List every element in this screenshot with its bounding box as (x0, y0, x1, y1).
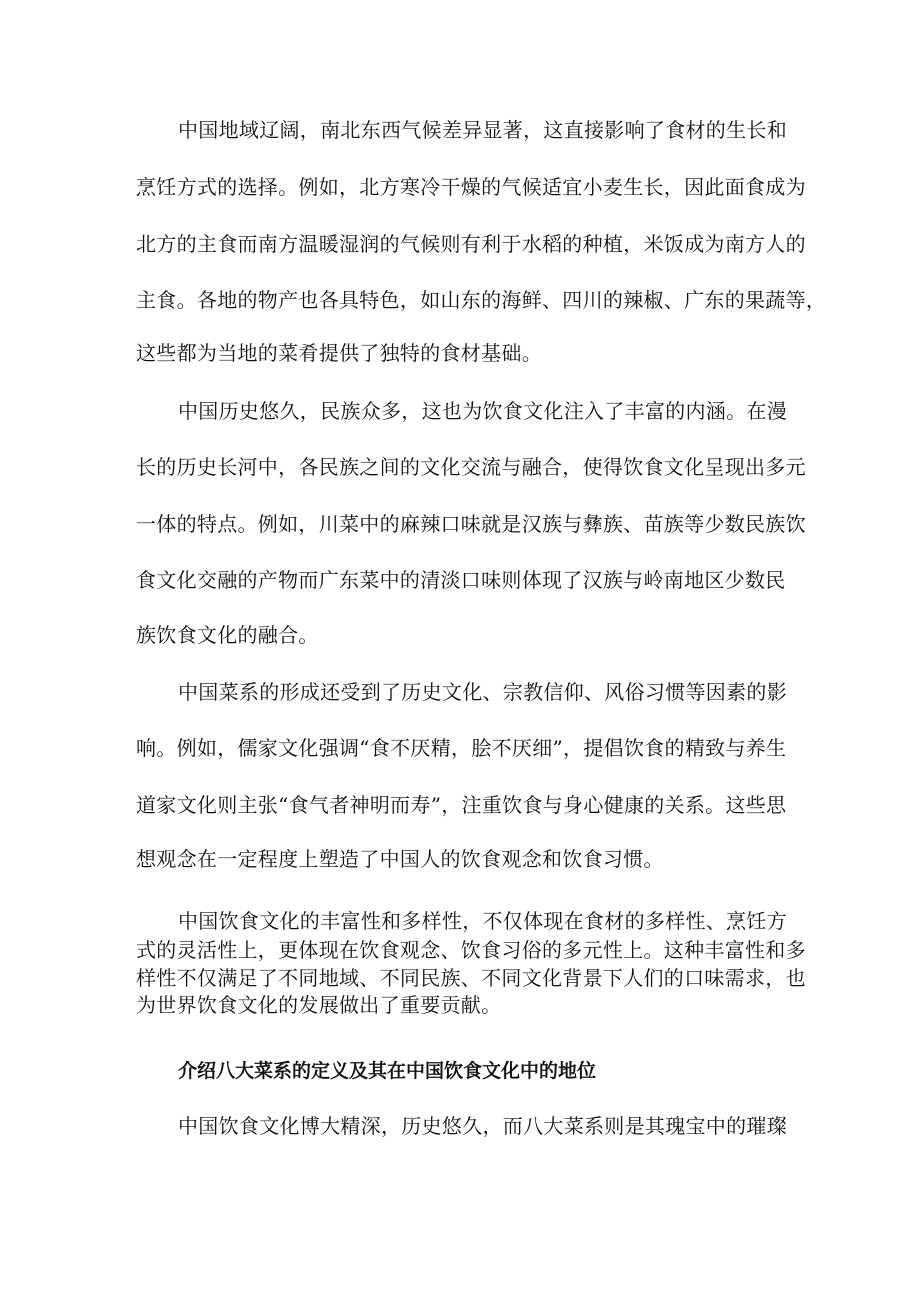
paragraph-line: 族饮食文化的融合。 (136, 623, 319, 647)
paragraph-line: 响。例如，儒家文化强调“食不厌精，脍不厌细”，提倡饮食的精致与养生 (136, 736, 787, 760)
paragraph-line: 中国地域辽阔，南北东西气候差异显著，这直接影响了食材的生长和 (178, 118, 787, 142)
paragraph-line: 食文化交融的产物而广东菜中的清淡口味则体现了汉族与岭南地区少数民 (136, 568, 786, 592)
paragraph-line: 一体的特点。例如，川菜中的麻辣口味就是汉族与彝族、苗族等少数民族饮 (136, 512, 806, 536)
section-heading: 介绍八大菜系的定义及其在中国饮食文化中的地位 (178, 1060, 597, 1082)
paragraph-line: 北方的主食而南方温暖湿润的气候则有利于水稻的种植，米饭成为南方人的 (136, 232, 806, 256)
paragraph-line: 中国历史悠久，民族众多，这也为饮食文化注入了丰富的内涵。在漫 (178, 399, 787, 423)
paragraph-line: 这些都为当地的菜肴提供了独特的食材基础。 (136, 341, 542, 365)
paragraph-line: 为世界饮食文化的发展做出了重要贡献。 (136, 993, 502, 1017)
paragraph-line: 式的灵活性上，更体现在饮食观念、饮食习俗的多元性上。这种丰富性和多 (136, 938, 806, 962)
paragraph-line: 主食。各地的物产也各具特色，如山东的海鲜、四川的辣椒、广东的果蔬等， (136, 288, 827, 312)
paragraph-line: 中国菜系的形成还受到了历史文化、宗教信仰、风俗习惯等因素的影 (178, 680, 787, 704)
paragraph-line: 烹饪方式的选择。例如，北方寒冷干燥的气候适宜小麦生长，因此面食成为 (136, 175, 806, 199)
paragraph-line: 道家文化则主张“食气者神明而寿”，注重饮食与身心健康的关系。这些思 (136, 793, 787, 817)
paragraph-line: 样性不仅满足了不同地域、不同民族、不同文化背景下人们的口味需求，也 (136, 966, 806, 990)
paragraph-line: 中国饮食文化的丰富性和多样性，不仅体现在食材的多样性、烹饪方 (178, 909, 787, 933)
paragraph-line: 想观念在一定程度上塑造了中国人的饮食观念和饮食习惯。 (136, 847, 664, 871)
paragraph-line: 长的历史长河中，各民族之间的文化交流与融合，使得饮食文化呈现出多元 (136, 455, 806, 479)
paragraph-line: 中国饮食文化博大精深，历史悠久，而八大菜系则是其瑰宝中的璀璨 (178, 1114, 787, 1138)
